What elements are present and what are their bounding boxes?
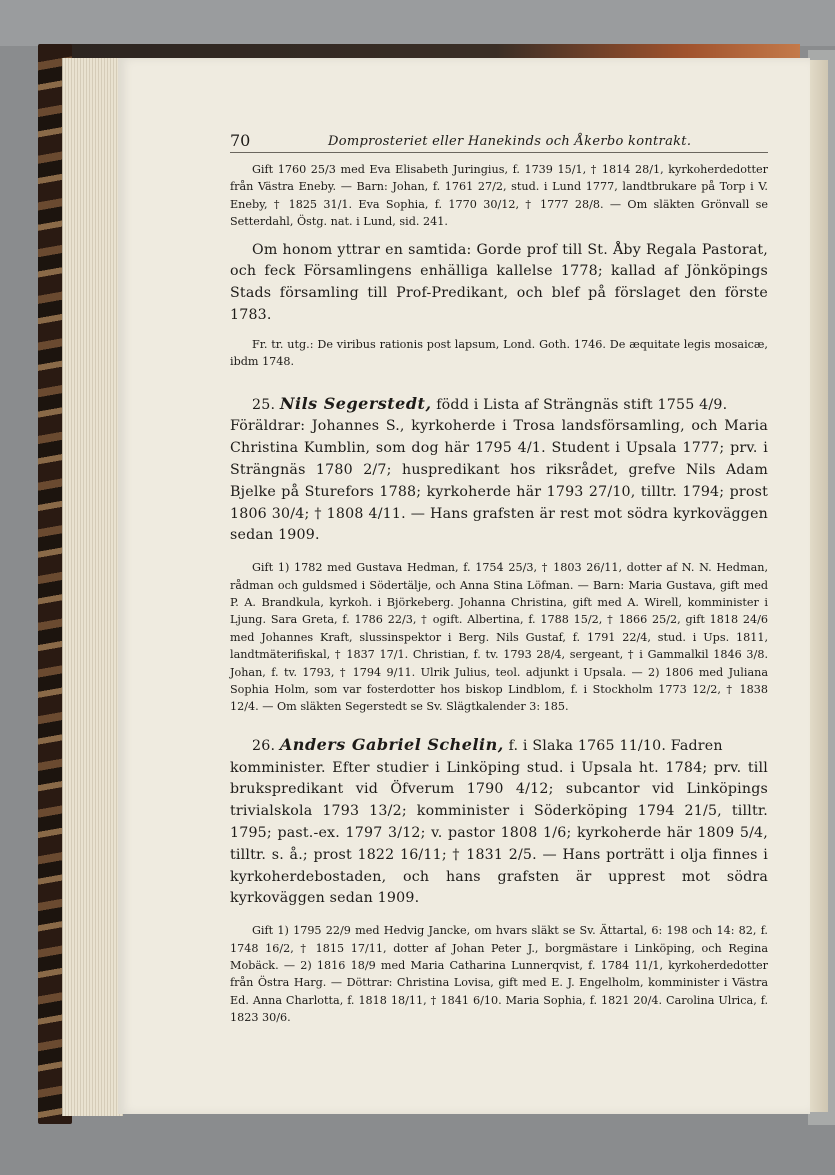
entry-26-family-note: Gift 1) 1795 22/9 med Hedvig Jancke, om hvars släkt se Sv. Ättartal, 6: 198 och 14: 82, f. 1748 16/2, † 1815 17/11, dotter af Johan Peter J., borgmästare i Linköping, och Regina Mobäck. — 2) 1816 18/9 med Maria Catharina Lunnerqvist, f. 1784 11/1, kyrkoherdedotter från Östra Harg. — Döttrar: Christina Lovisa, gift med E. J. Engelholm, komminister i Västra Ed. Anna Charlotta, f. 1818 18/11, † 1841 6/10. Maria Sophia, f. 1821 20/4. Carolina Ulrica, f. 1823 30/6. [230, 924, 768, 1025]
entry-25-family-note: Gift 1) 1782 med Gustava Hedman, f. 1754 25/3, † 1803 26/11, dotter af N. N. Hedman, rådman och guldsmed i Södertälje, och Anna Stina Löfman. — Barn: Maria Gustava, gift med P. A. Brandkula, kyrkoh. i Björkeberg. Johanna Christina, gift med A. Wirell, komminister i Ljung. Sara Greta, f. 1786 22/3, † ogift. Albertina, f. 1788 15/2, † 1866 25/2, gift 1818 24/6 med Johannes Kraft, slussinspektor i Berg. Nils Gustaf, f. 1791 22/4, stud. i Ups. 1811, landtmäterifiskal, † 1837 17/1. Christian, f. tv. 1793 28/4, sergeant, † i Gammalkil 1846 3/8. Johan, f. tv. 1793, † 1794 9/11. Ulrik Julius, teol. adjunkt i Upsala. — 2) 1806 med Juliana Sophia Holm, som var fosterdotter hos biskop Lindblom, f. i Stockholm 1773 12/2, † 1838 12/4. — Om släkten Segerstedt se Sv. Slägtkalender 3: 185. [230, 561, 768, 714]
entry-25-name: Nils Segerstedt, [279, 393, 432, 413]
entry-25-body: Föräldrar: Johannes S., kyrkoherde i Trosa landsförsamling, och Maria Christina Kumblin, som dog här 1795 4/1. Student i Upsala 1777; prv. i Strängnäs 1780 2/7; huspredikant hos riksrådet, grefve Nils Adam Bjelke på Sturefors 1788; kyrkoherde här 1793 27/10, tilltr. 1794; prost 1806 30/4; † 1808 4/11. — Hans grafsten är rest mot södra kyrkoväggen sedan 1909. [230, 418, 768, 544]
entry-25-lead: född i Lista af Strängnäs stift 1755 4/9. [436, 396, 728, 413]
entry-26-lead: f. i Slaka 1765 11/10. Fadren [508, 737, 723, 754]
entry-26-name: Anders Gabriel Schelin, [279, 734, 504, 754]
page-content [230, 130, 768, 1027]
page-stack-edges [62, 58, 123, 1116]
running-head [230, 130, 768, 153]
entry-26-body: komminister. Efter studier i Linköping stud. i Upsala ht. 1784; prv. till brukspredikant vid Öfverum 1790 4/12; subcantor vid Linköpings trivialskola 1793 13/2; komminister i Söderköping 1794 21/5, tilltr. 1795; past.-ex. 1797 3/12; v. pastor 1808 1/6; kyrkoherde här 1809 5/4, tilltr. s. å.; prost 1822 16/11; † 1831 2/5. — Hans porträtt i olja finnes i kyrkoherdebostaden, och hans grafsten är upprest mot södra kyrkoväggen sedan 1909. [230, 759, 768, 907]
running-title: Domprosteriet eller Hanekinds och Åkerbo kontrakt. [328, 134, 692, 149]
publications-note: Fr. tr. utg.: De viribus rationis post lapsum, Lond. Goth. 1746. De æquitate legis mosaicæ, ibdm 1748. [230, 337, 768, 369]
contemporary-quote: Om honom yttrar en samtida: Gorde prof till St. Åby Regala Pastorat, och feck Församlingens enhälliga kallelse 1778; kallad af Jönköpings Stads församling till Prof-Predikant, och blef på förslaget den förste 1783. [230, 241, 768, 324]
entry-26-number: 26. [252, 737, 276, 754]
scan-background [0, 0, 835, 46]
entry-25-number: 25. [252, 396, 276, 413]
page-number: 70 [230, 131, 251, 150]
entry-25-heading [230, 393, 768, 417]
book-cover-top-edge [40, 44, 800, 58]
entry-26-heading [230, 734, 768, 758]
marriage-note-grönvall: Gift 1760 25/3 med Eva Elisabeth Juringius, f. 1739 15/1, † 1814 28/1, kyrkoherdedotter från Västra Eneby. — Barn: Johan, f. 1761 27/2, stud. i Lund 1777, landtbrukare på Torp i V. Eneby, † 1825 31/1. Eva Sophia, f. 1770 30/12, † 1777 28/8. — Om släkten Grönvall se Setterdahl, Östg. nat. i Lund, sid. 241. [230, 163, 768, 229]
